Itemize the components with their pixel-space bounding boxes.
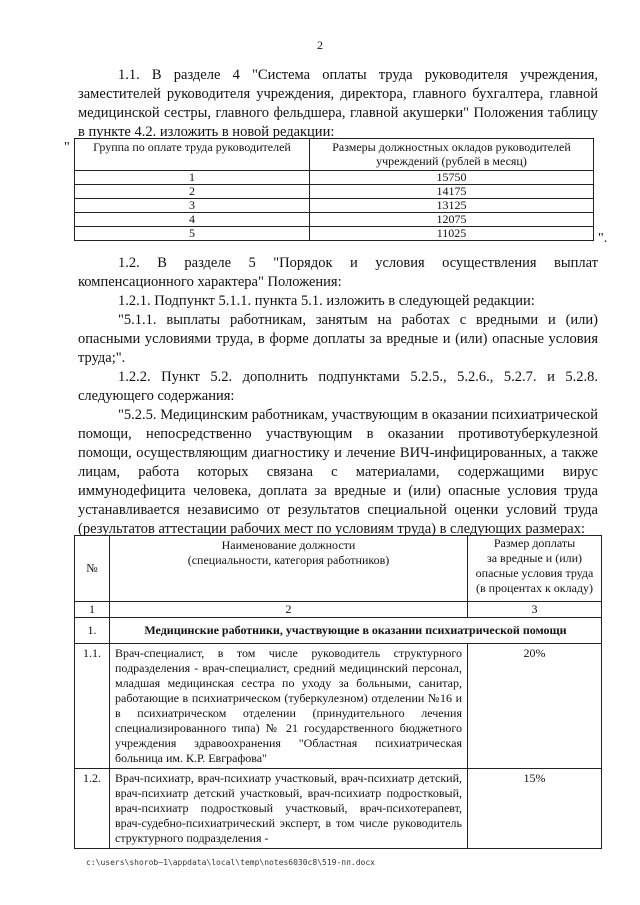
group-cell: 4 bbox=[75, 213, 310, 227]
header-number: № bbox=[75, 536, 110, 602]
index-cell: 1 bbox=[75, 602, 110, 618]
table-row bbox=[75, 199, 594, 213]
row-number: 1.1. bbox=[75, 644, 110, 769]
header-percent-line1: Размер доплаты bbox=[493, 536, 576, 550]
paragraph-1-1: 1.1. В разделе 4 "Система оплаты труда руководителя учреждения, заместителей руководителя учреждения, директора, главного бухгалтера, главной медицинской сестры, главного фельдшера, главной акушерки" Положения таблицу в пункте 4.2. изложить в новой редакции: bbox=[78, 67, 598, 140]
salary-cell: 12075 bbox=[310, 213, 594, 227]
salary-cell: 13125 bbox=[310, 199, 594, 213]
salary-cell: 15750 bbox=[310, 171, 594, 185]
paragraph-1-2-2: 1.2.2. Пункт 5.2. дополнить подпунктами 5.2.5., 5.2.6., 5.2.7. и 5.2.8. следующего содержания: bbox=[78, 369, 598, 404]
hazard-pay-table bbox=[74, 535, 602, 849]
table-row bbox=[75, 769, 602, 849]
header-percent bbox=[468, 536, 602, 602]
table-close-quote: ". bbox=[598, 231, 608, 246]
table-row bbox=[75, 185, 594, 199]
row-percent: 20% bbox=[468, 644, 602, 769]
table-row bbox=[75, 171, 594, 185]
paragraph-1-2: 1.2. В разделе 5 "Порядок и условия осуществления выплат компенсационного характера" Положения: bbox=[78, 255, 598, 290]
header-percent-line3: опасные условия труда bbox=[475, 566, 594, 580]
row-description: Врач-психиатр, врач-психиатр участковый, врач-психиатр детский, врач-психиатр детский участковый, врач-психиатр подростковый, врач-психиатр подростковый участковый, врач-психотерапевт, врач-судебно-психиатрический эксперт, в том числе руководитель структурного подразделения - bbox=[110, 769, 468, 849]
header-percent-line4: (в процентах к окладу) bbox=[475, 581, 594, 595]
index-cell: 2 bbox=[110, 602, 468, 618]
column-index-row bbox=[75, 602, 602, 618]
paragraph-5-1-1: "5.1.1. выплаты работникам, занятым на работах с вредными и (или) опасными условиями труда, в форме доплаты за вредные и (или) опасные условия труда;". bbox=[78, 312, 598, 366]
table-row bbox=[75, 213, 594, 227]
header-group: Группа по оплате труда руководителей bbox=[75, 139, 310, 171]
group-cell: 5 bbox=[75, 227, 310, 241]
hazard-table-header bbox=[75, 536, 602, 602]
salary-cell: 11025 bbox=[310, 227, 594, 241]
table-row bbox=[75, 644, 602, 769]
group-cell: 3 bbox=[75, 199, 310, 213]
paragraph-1-2-1: 1.2.1. Подпункт 5.1.1. пункта 5.1. изложить в следующей редакции: bbox=[118, 293, 535, 309]
header-position-line2: (специальности, категория работников) bbox=[187, 553, 390, 567]
header-percent-line2: за вредные и (или) bbox=[486, 551, 583, 565]
header-position-line1: Наименование должности bbox=[221, 538, 356, 552]
group-cell: 1 bbox=[75, 171, 310, 185]
row-percent: 15% bbox=[468, 769, 602, 849]
section-row bbox=[75, 618, 602, 644]
row-number: 1.2. bbox=[75, 769, 110, 849]
header-position bbox=[110, 536, 468, 602]
header-salary: Размеры должностных окладов руководителей учреждений (рублей в месяц) bbox=[310, 139, 594, 171]
index-cell: 3 bbox=[468, 602, 602, 618]
page-number: 2 bbox=[317, 38, 323, 52]
table-row bbox=[75, 227, 594, 241]
row-description: Врач-специалист, в том числе руководитель структурного подразделения - врач-специалист, средний медицинский персонал, младшая медицинская сестра по уходу за больными, санитар, работающие в психиатрическом (туберкулезном) отделении №16 и в психиатрическом отделении (принудительного лечения специализированного типа) № 21 государственного бюджетного учреждения здравоохранения "Областная психиатрическая больница им. К.Р. Евграфова" bbox=[110, 644, 468, 769]
salary-table-header bbox=[75, 139, 594, 171]
section-number: 1. bbox=[75, 618, 110, 644]
group-cell: 2 bbox=[75, 185, 310, 199]
section-title: Медицинские работники, участвующие в оказании психиатрической помощи bbox=[110, 618, 602, 644]
paragraph-5-2-5: "5.2.5. Медицинским работникам, участвующим в оказании психиатрической помощи, непосредственно участвующим в оказании противотуберкулезной помощи, осуществляющим диагностику и лечение ВИЧ-инфицированных, а также лицам, работа которых связана с материалами, содержащими вирус иммунодефицита человека, доплата за вредные и (или) опасные условия труда устанавливается независимо от результатов специальной оценки условий труда (результатов аттестации рабочих мест по условиям труда) в следующих размерах: bbox=[78, 407, 598, 537]
table-open-quote: " bbox=[64, 140, 70, 155]
salary-cell: 14175 bbox=[310, 185, 594, 199]
salary-table bbox=[74, 138, 594, 241]
footer-file-path: c:\users\shorob~1\appdata\local\temp\notes6030c8\519-пп.docx bbox=[86, 858, 375, 867]
